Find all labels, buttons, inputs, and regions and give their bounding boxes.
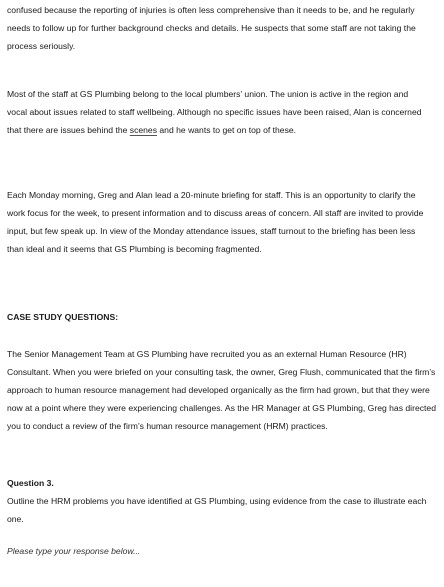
paragraph-monday-briefing: Each Monday morning, Greg and Alan lead a 20-minute briefing for staff. This is an opportunity to clarify the work focus for the week, to present information and to discuss areas of concern. All staff are invited to provide input, but few speak up. In view of the Monday attendance issues, staff turnout to the briefing has been less than ideal and it seems that GS Plumbing is becoming fragmented.: [7, 190, 424, 254]
paragraph-consultant-brief: The Senior Management Team at GS Plumbing have recruited you as an external Human Resource (HR) Consultant. When you were briefed on your consulting task, the owner, Greg Flush, communicated that the firm’s approach to human resource management had developed organically as the firm had grown, but that they were now at a point where they were experiencing challenges. As the HR Manager at GS Plumbing, Greg has directed you to conduct a review of the firm’s human resource management (HRM) practices.: [7, 349, 436, 431]
spellcheck-word-scenes[interactable]: scenes: [129, 124, 158, 135]
paragraph-union-text-start: Most of the staff at GS Plumbing belong to the local plumbers’ union. The union is active in the region and vocal about issues related to staff wellbeing. Although no specific issues have been raised, Alan is concerned that there are issues behind the: [7, 89, 422, 135]
paragraph-injury-reporting: confused because the reporting of injuries is often less comprehensive than it needs to be, and he regularly needs to follow up for further background checks and details. He suspects that some staff are not taking the process seriously.: [7, 5, 416, 51]
paragraph-union-text-end: and he wants to get on top of these.: [157, 124, 297, 135]
response-prompt[interactable]: Please type your response below...: [7, 546, 141, 556]
question-3-heading: Question 3.: [7, 478, 54, 488]
case-study-questions-heading: CASE STUDY QUESTIONS:: [7, 312, 119, 322]
paragraph-union: [7, 86, 427, 140]
question-3-text: Outline the HRM problems you have identified at GS Plumbing, using evidence from the case to illustrate each one.: [7, 496, 427, 524]
